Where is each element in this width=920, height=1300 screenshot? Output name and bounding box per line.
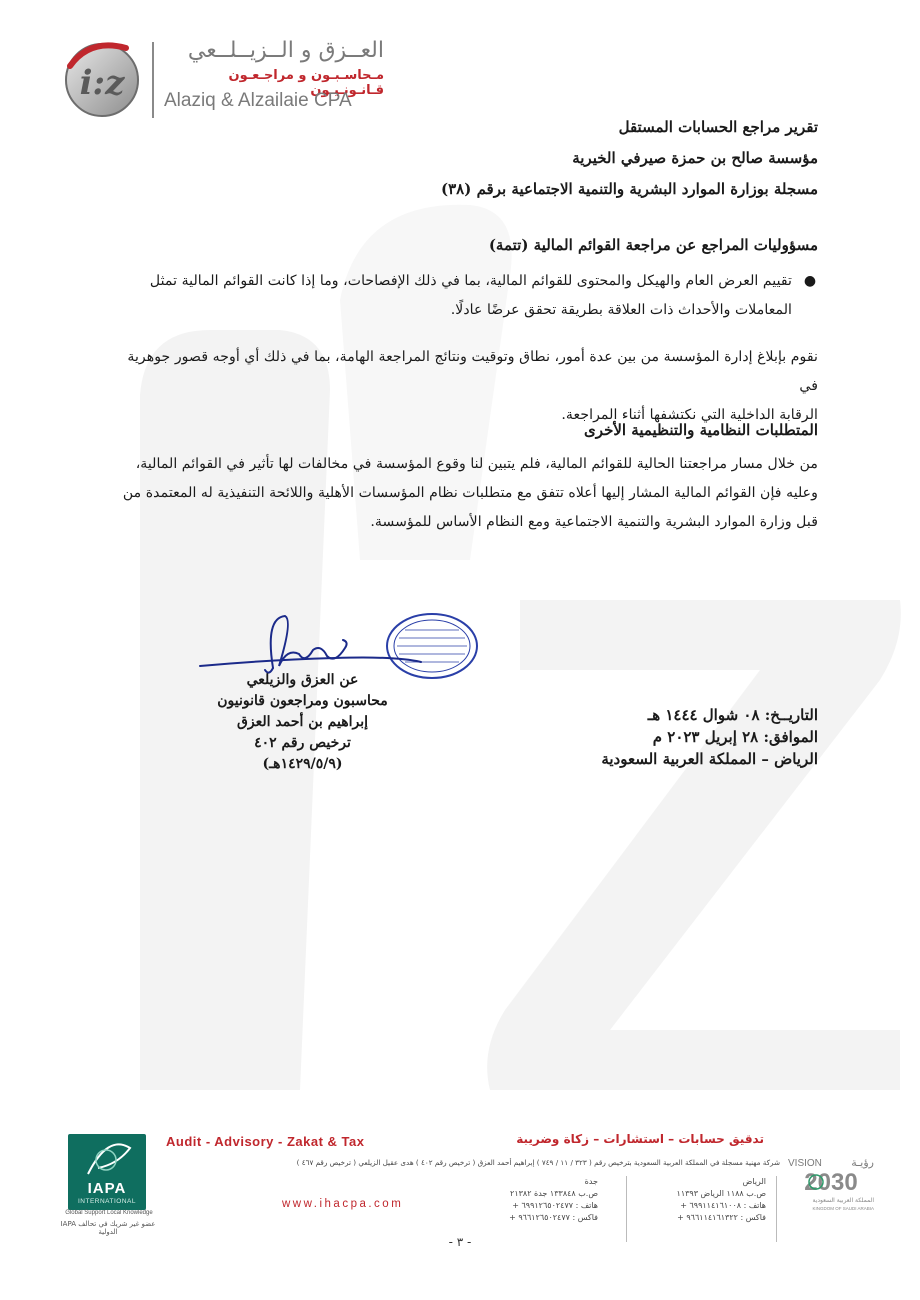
bullet-line-1: تقييم العرض العام والهيكل والمحتوى للقوائم المالية، بما في ذلك الإفصاحات، وما إذا كانت القوائم المالية تمثل (149, 273, 792, 289)
signatory-license: ترخيص رقم ٤٠٢ (254, 735, 351, 751)
bullet-item (106, 267, 818, 325)
firm-tagline-ar: مـحاسـبـون و مراجـعـون قـانـونـيـون (228, 68, 384, 98)
riyadh-po-box: ص.ب ١١٨٨ الرياض ١١٣٩٣ (676, 1189, 766, 1198)
signatory-license-date: (١٤٢٩/٥/٩هـ) (262, 756, 343, 772)
vision-kingdom-en-text: KINGDOM OF SAUDI ARABIA (812, 1206, 874, 1211)
firm-logo-mark (60, 36, 144, 120)
footer-divider (776, 1176, 777, 1242)
page-footer (0, 1130, 920, 1270)
signatory-firm: عن العزق والزيلعي (246, 672, 359, 688)
vision-kingdom-text: المملكة العربية السعودية (812, 1197, 874, 1204)
location: الرياض – المملكة العربية السعودية (601, 750, 818, 768)
footer-divider (626, 1176, 627, 1242)
jeddah-city: جدة (584, 1177, 598, 1186)
paragraph-regulatory (106, 450, 818, 537)
hijri-date: التاريــخ: ٠٨ شوال ١٤٤٤ هـ (647, 706, 818, 724)
date-block (578, 704, 818, 770)
jeddah-office (470, 1176, 598, 1224)
logo-mark-text: i:z (79, 63, 125, 103)
bullet-line-2: المعاملات والأحداث ذات العلاقة بطريقة تحقق عرضًا عادلًا. (450, 302, 792, 318)
vision-ar-text: رؤيـة (851, 1156, 874, 1169)
page-number: - ٣ - (448, 1235, 472, 1249)
paragraph-line-1: من خلال مسار مراجعتنا الحالية للقوائم المالية، فلم يتبين لنا وقوع المؤسسة في مخالفات لها تأثير في القوائم المالية، (135, 456, 818, 472)
paragraph-line-2: وعليه فإن القوائم المالية المشار إليها أعلاه تتفق مع متطلبات نظام المؤسسات الأهلية واللائحة التنفيذية له المعتمدة من (122, 485, 818, 501)
iapa-subtitle: INTERNATIONAL (77, 1198, 137, 1205)
vision-year-text: 2030 (804, 1169, 858, 1196)
paragraph-communication (106, 343, 818, 430)
logo-separator (152, 42, 154, 118)
report-title: تقرير مراجع الحسابات المستقل (618, 118, 818, 136)
signature-block (200, 670, 405, 775)
jeddah-fax: فاكس : ٩٦٦١٢٦٥٠٢٤٧٧ + (509, 1213, 598, 1222)
signatory-name: إبراهيم بن أحمد العزق (237, 714, 368, 730)
firm-name-en: Alaziq & Alzailaie CPA (164, 90, 352, 111)
paragraph-line-3: قبل وزارة الموارد البشرية والتنمية الاجتماعية ومع النظام الأساس للمؤسسة. (370, 514, 818, 530)
vision-2030-logo (786, 1152, 876, 1214)
iapa-caption-ar: عضو غير شريك في تحالف IAPA الدولية (60, 1220, 156, 1236)
iapa-caption-en: Global Support Local Knowledge (65, 1210, 153, 1216)
iapa-name: IAPA (87, 1180, 127, 1197)
section-heading-auditor-responsibilities: مسؤوليات المراجع عن مراجعة القوائم المالية (تتمة) (488, 236, 818, 254)
riyadh-fax: فاكس : ٩٦٦١١٤١٦١٣٢٢ + (677, 1213, 766, 1222)
bullet-icon: ● (803, 273, 817, 289)
riyadh-phone: هاتف : ٦٩٩١١٤١٦١٠٠٨ + (680, 1201, 766, 1210)
entity-name: مؤسسة صالح بن حمزة صيرفي الخيرية (572, 149, 818, 167)
signatory-title: محاسبون ومراجعون قانونيون (217, 693, 388, 709)
firm-name-ar: العــزق و الــزيــلــعي (187, 38, 384, 63)
iapa-swirl-icon (68, 1134, 146, 1184)
section-heading-regulatory-requirements: المتطلبات النظامية والتنظيمية الأخرى (584, 421, 818, 439)
entity-registration: مسجلة بوزارة الموارد البشرية والتنمية الاجتماعية برقم (٣٨) (441, 180, 818, 198)
website-link[interactable]: www.ihacpa.com (282, 1198, 404, 1210)
paragraph-line-1: نقوم بإبلاغ إدارة المؤسسة من بين عدة أمور، نطاق وتوقيت ونتائج المراجعة الهامة، بما في ذلك أي أوجه قصور جوهرية في (127, 349, 818, 394)
registration-line: شركة مهنية مسجلة في المملكة العربية السعودية بترخيص رقم ( ٣٢٣ / ١١ / ٧٤٩ ) إبراهيم أحمد العزق ( ترخيص رقم ٤٠٢ ) هدى عقيل الزيلعي ( ترخيص رقم ٤٦٧ ) (296, 1158, 780, 1167)
services-ar: تدقيق حسابات – استشارات – زكاة وضريبة (516, 1132, 764, 1146)
jeddah-po-box: ص.ب ١٣٣٨٤٨ جدة ٢١٣٨٢ (510, 1189, 598, 1198)
services-en: Audit - Advisory - Zakat & Tax (166, 1134, 365, 1149)
paragraph-line-2: الرقابة الداخلية التي نكتشفها أثناء المراجعة. (561, 407, 818, 423)
company-stamp (387, 614, 477, 678)
report-title-block (218, 112, 818, 205)
jeddah-phone: هاتف : ٦٩٩١٢٦٥٠٢٤٧٧ + (512, 1201, 598, 1210)
riyadh-city: الرياض (742, 1177, 766, 1186)
gregorian-date: الموافق: ٢٨ إبريل ٢٠٢٣ م (652, 728, 818, 746)
riyadh-office (640, 1176, 766, 1224)
vision-en-text: VISION (788, 1158, 822, 1169)
